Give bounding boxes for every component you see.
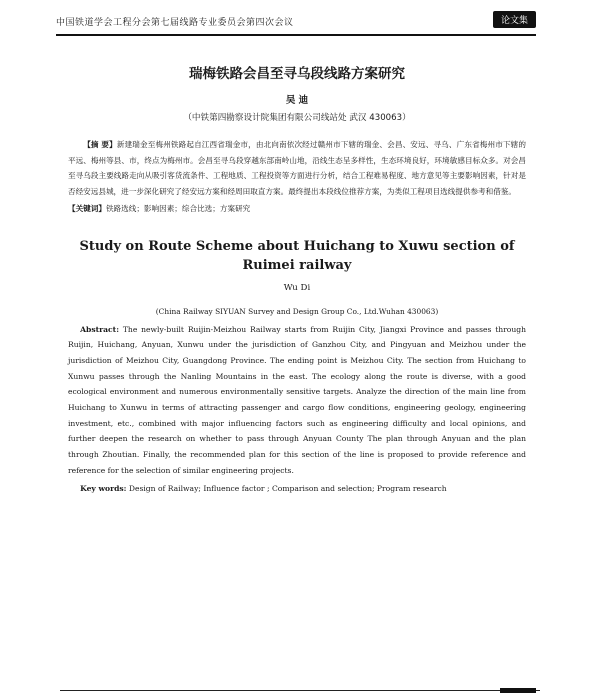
zh-author: 吴 迪 [285,95,309,106]
zh-affiliation: （中铁第四勘察设计院集团有限公司线站处 武汉 430063） [183,113,411,123]
footer-mark [500,688,536,693]
zh-abstract-label: 【摘 要】 [83,140,117,149]
header-text: 中国铁道学会工程分会第七届线路专业委员会第四次会议 [56,18,294,28]
en-title: Study on Route Scheme about Huichang to Xuwu section of Ruimei railway [79,238,515,273]
en-author: Wu Di [283,282,311,293]
page-header [56,8,536,36]
en-abstract [68,322,526,479]
paper-body [68,48,526,496]
en-keywords-text: Design of Railway; Influence factor ; Comparison and selection; Program research [128,483,447,493]
zh-abstract [68,137,526,199]
en-affiliation: (China Railway SIYUAN Survey and Design Group Co., Ltd.Wuhan 430063) [155,306,439,316]
zh-title: 瑞梅铁路会昌至寻乌段线路方案研究 [189,66,405,82]
header-badge: 论文集 [493,11,536,28]
zh-keywords-text: 铁路选线；影响因素；综合比选；方案研究 [105,204,251,213]
en-abstract-text: The newly-built Ruijin-Meizhou Railway starts from Ruijin City, Jiangxi Province and passes through Ruijin, Huichang, Anyuan, Xunwu under the jurisdiction of Ganzhou City, and Pingyuan and Meizhou under the jurisdiction of Meizhou City, Guangdong Province. The ending point is Meizhou City. The section from Huichang to Xunwu passes through the Nanling Mountains in the east. The ecology along the route is diverse, with a good ecological environment and numerous environmentally sensitive targets. Analyze the direction of the main line from Huichang to Xunwu in terms of attracting passenger and cargo flow conditions, engineering geology, engineering investment, etc., combined with major influencing factors such as engineering difficulty and local opinions, and further deepen the research on whether to pass through Anyuan County The plan through Anyuan and the plan through Zhoutian. Finally, the recommended plan for this section of the line is proposed to provide reference and reference for the selection of similar engineering projects. [68,324,526,475]
en-keywords-label: Key words: [80,483,127,493]
footer-rule [60,690,540,691]
en-keywords [68,481,526,497]
en-abstract-label: Abstract: [80,324,119,334]
zh-keywords [68,201,526,217]
zh-abstract-text: 新建瑞金至梅州铁路起自江西省瑞金市，由北向南依次经过赣州市下辖的瑞金、会昌、安远、寻乌、广东省梅州市下辖的平远、梅州等县、市，终点为梅州市。会昌至寻乌段穿越东部南岭山地，沿线生态呈多样性，生态环境良好，环境敏感目标众多。对会昌至寻乌段主要线路走向从吸引客货流条件、工程地质、工程投资等方面进行分析，结合工程难易程度、地方意见等主要影响因素，针对是否经安远县城，进一步深化研究了经安远方案和经周田取直方案。最终提出本段线位推荐方案，为类似工程项目选线提供参考和借鉴。 [68,140,526,196]
zh-keywords-label: 【关键词】 [68,204,106,213]
